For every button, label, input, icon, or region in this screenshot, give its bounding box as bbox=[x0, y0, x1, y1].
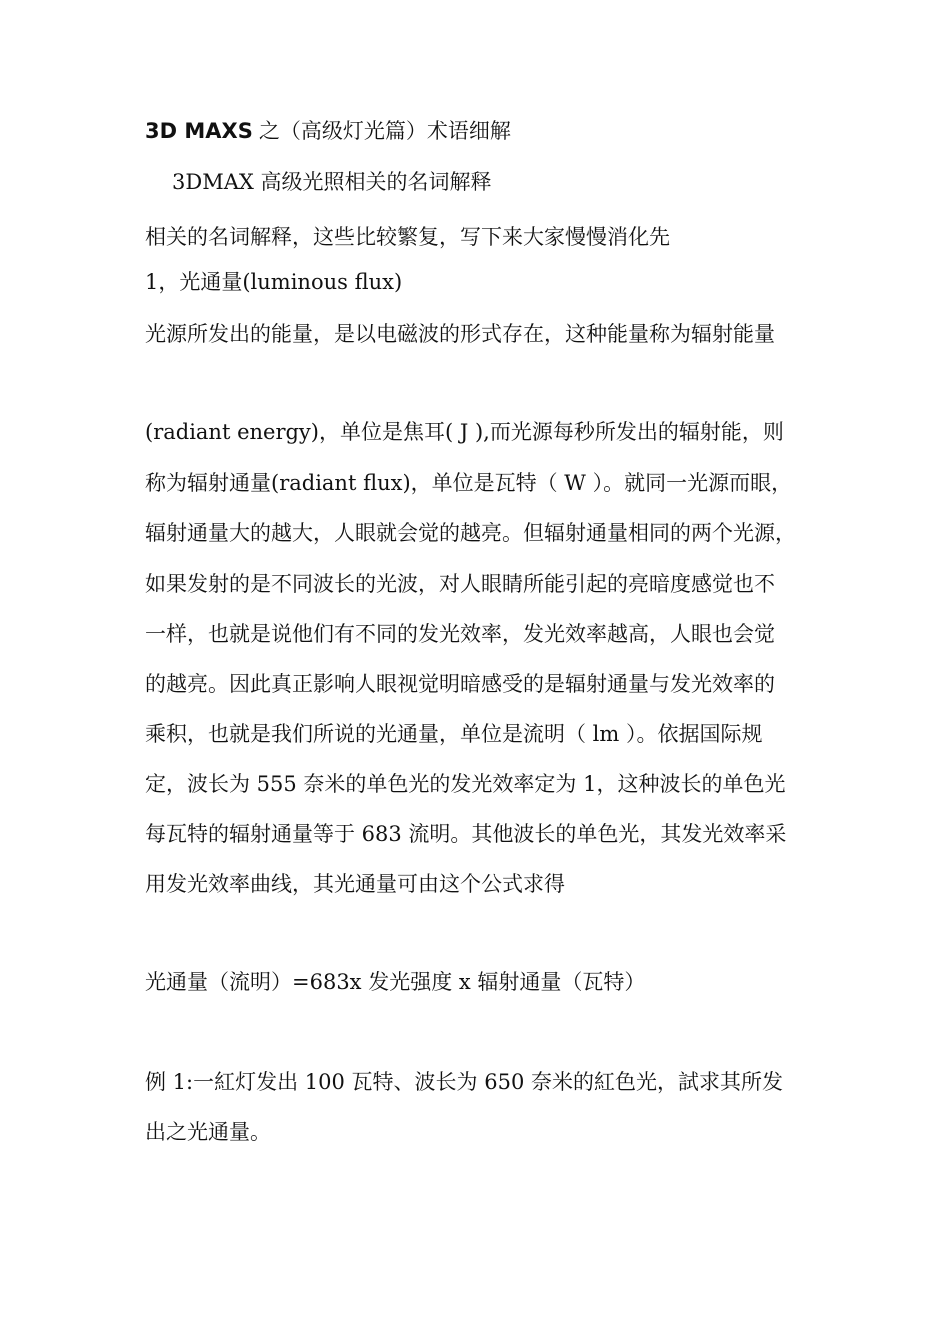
title-rest-part: 之（高级灯光篇）术语细解 bbox=[258, 119, 511, 143]
example-line: 例 1:一紅灯发出 100 瓦特、波长为 650 奈米的紅色光，試求其所发 bbox=[145, 1070, 783, 1094]
document-title bbox=[145, 117, 815, 145]
formula-line: 光通量（流明）=683x 发光强度 x 辐射通量（瓦特） bbox=[145, 970, 646, 994]
paragraph-line: 一样，也就是说他们有不同的发光效率，发光效率越高，人眼也会觉 bbox=[145, 622, 775, 646]
paragraph-line: (radiant energy)，单位是焦耳( J ),而光源每秒所发出的辐射能，则 bbox=[145, 420, 784, 444]
title-bold-part: 3D MAXS bbox=[145, 119, 253, 143]
paragraph-line: 用发光效率曲线，其光通量可由这个公式求得 bbox=[145, 872, 565, 896]
paragraph-line: 的越亮。因此真正影响人眼视觉明暗感受的是辐射通量与发光效率的 bbox=[145, 672, 775, 696]
intro-line: 相关的名词解释，这些比较繁复，写下来大家慢慢消化先 bbox=[145, 225, 670, 249]
paragraph-line: 乘积，也就是我们所说的光通量，单位是流明（ lm ）。依据国际规 bbox=[145, 722, 763, 746]
paragraph-line: 如果发射的是不同波长的光波，对人眼睛所能引起的亮暗度感觉也不 bbox=[145, 572, 775, 596]
section-heading-luminous-flux: 1，光通量(luminous flux) bbox=[145, 270, 403, 294]
paragraph-line: 定，波长为 555 奈米的单色光的发光效率定为 1，这种波长的单色光 bbox=[145, 772, 786, 796]
paragraph-line: 光源所发出的能量，是以电磁波的形式存在，这种能量称为辐射能量 bbox=[145, 322, 775, 346]
paragraph-line: 辐射通量大的越大，人眼就会觉的越亮。但辐射通量相同的两个光源， bbox=[145, 521, 796, 545]
document-subtitle: 3DMAX 高级光照相关的名词解释 bbox=[172, 170, 492, 194]
paragraph-line: 每瓦特的辐射通量等于 683 流明。其他波长的单色光，其发光效率采 bbox=[145, 822, 787, 846]
example-line: 出之光通量。 bbox=[145, 1120, 271, 1144]
paragraph-line: 称为辐射通量(radiant flux)，单位是瓦特（ W ）。就同一光源而眼， bbox=[145, 471, 793, 495]
